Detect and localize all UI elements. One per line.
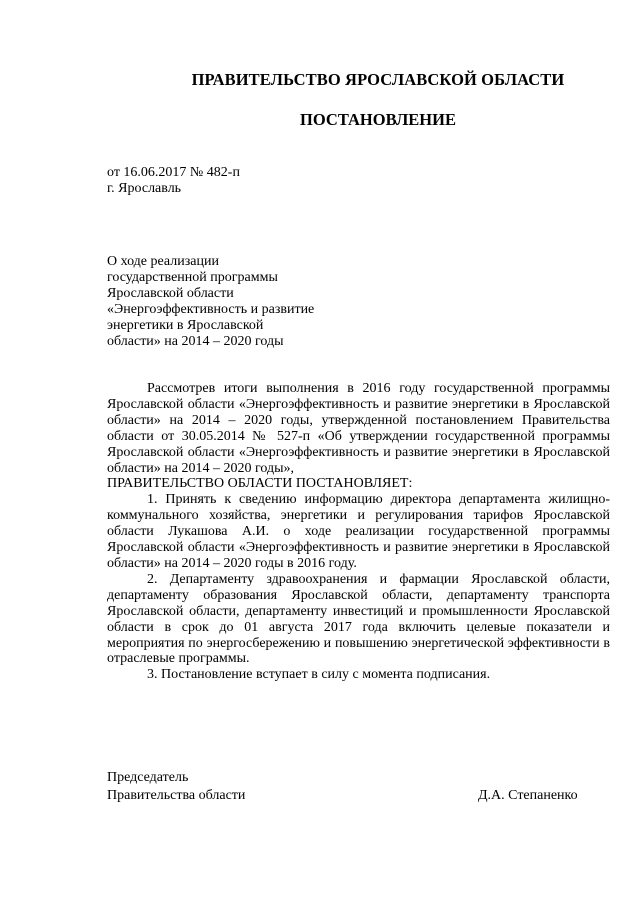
preamble-paragraph: Рассмотрев итоги выполнения в 2016 году государственной программы Ярославской области «Энергоэффективность и развитие энергетики в Ярославской области» на 2014 – 2020 годы, утвержденной постановлением Правительства области от 30.05.2014 № 527-п «Об утверждении государственной программы Ярославской области «Энергоэффективность и развитие энергетики в Ярославской области» на 2014 – 2020 годы», bbox=[107, 381, 610, 476]
document-body bbox=[107, 381, 610, 683]
subject-line: энергетики в Ярославской bbox=[107, 318, 264, 333]
date-number: от 16.06.2017 № 482-п bbox=[107, 165, 240, 180]
position-line: Председатель bbox=[107, 770, 189, 785]
item-1-paragraph: 1. Принять к сведению информацию директора департамента жилищно-коммунального хозяйства, энергетики и регулирования тарифов Ярославской области Лукашова А.И. о ходе реализации государственной программы Ярославской области «Энергоэффективность и развитие энергетики в Ярославской области» на 2014 – 2020 годы в 2016 году. bbox=[107, 492, 610, 571]
document-subject bbox=[107, 254, 347, 350]
item-3-paragraph: 3. Постановление вступает в силу с момента подписания. bbox=[147, 667, 491, 683]
document-type: ПОСТАНОВЛЕНИЕ bbox=[300, 110, 456, 129]
document-meta bbox=[107, 165, 240, 197]
organization-title: ПРАВИТЕЛЬСТВО ЯРОСЛАВСКОЙ ОБЛАСТИ bbox=[191, 70, 565, 89]
city: г. Ярославль bbox=[107, 181, 182, 196]
subject-line: Ярославской области bbox=[107, 286, 234, 301]
subject-line: государственной программы bbox=[107, 270, 278, 285]
resolution-heading: ПРАВИТЕЛЬСТВО ОБЛАСТИ ПОСТАНОВЛЯЕТ: bbox=[107, 476, 413, 492]
subject-line: О ходе реализации bbox=[107, 254, 219, 269]
item-2-paragraph: 2. Департаменту здравоохранения и фармации Ярославской области, департаменту образования Ярославской области, департаменту транспорта Ярославской области, департаменту инвестиций и промышленности Ярославской области в срок до 01 августа 2017 года включить целевые показатели и мероприятия по энергосбережению и повышению энергетической эффективности в отраслевые программы. bbox=[107, 571, 610, 667]
subject-line: «Энергоэффективность и развитие bbox=[107, 302, 315, 317]
subject-line: области» на 2014 – 2020 годы bbox=[107, 334, 284, 349]
signatory-name: Д.А. Степаненко bbox=[478, 788, 578, 803]
signatory-position bbox=[107, 769, 245, 805]
position-line: Правительства области bbox=[107, 788, 246, 803]
